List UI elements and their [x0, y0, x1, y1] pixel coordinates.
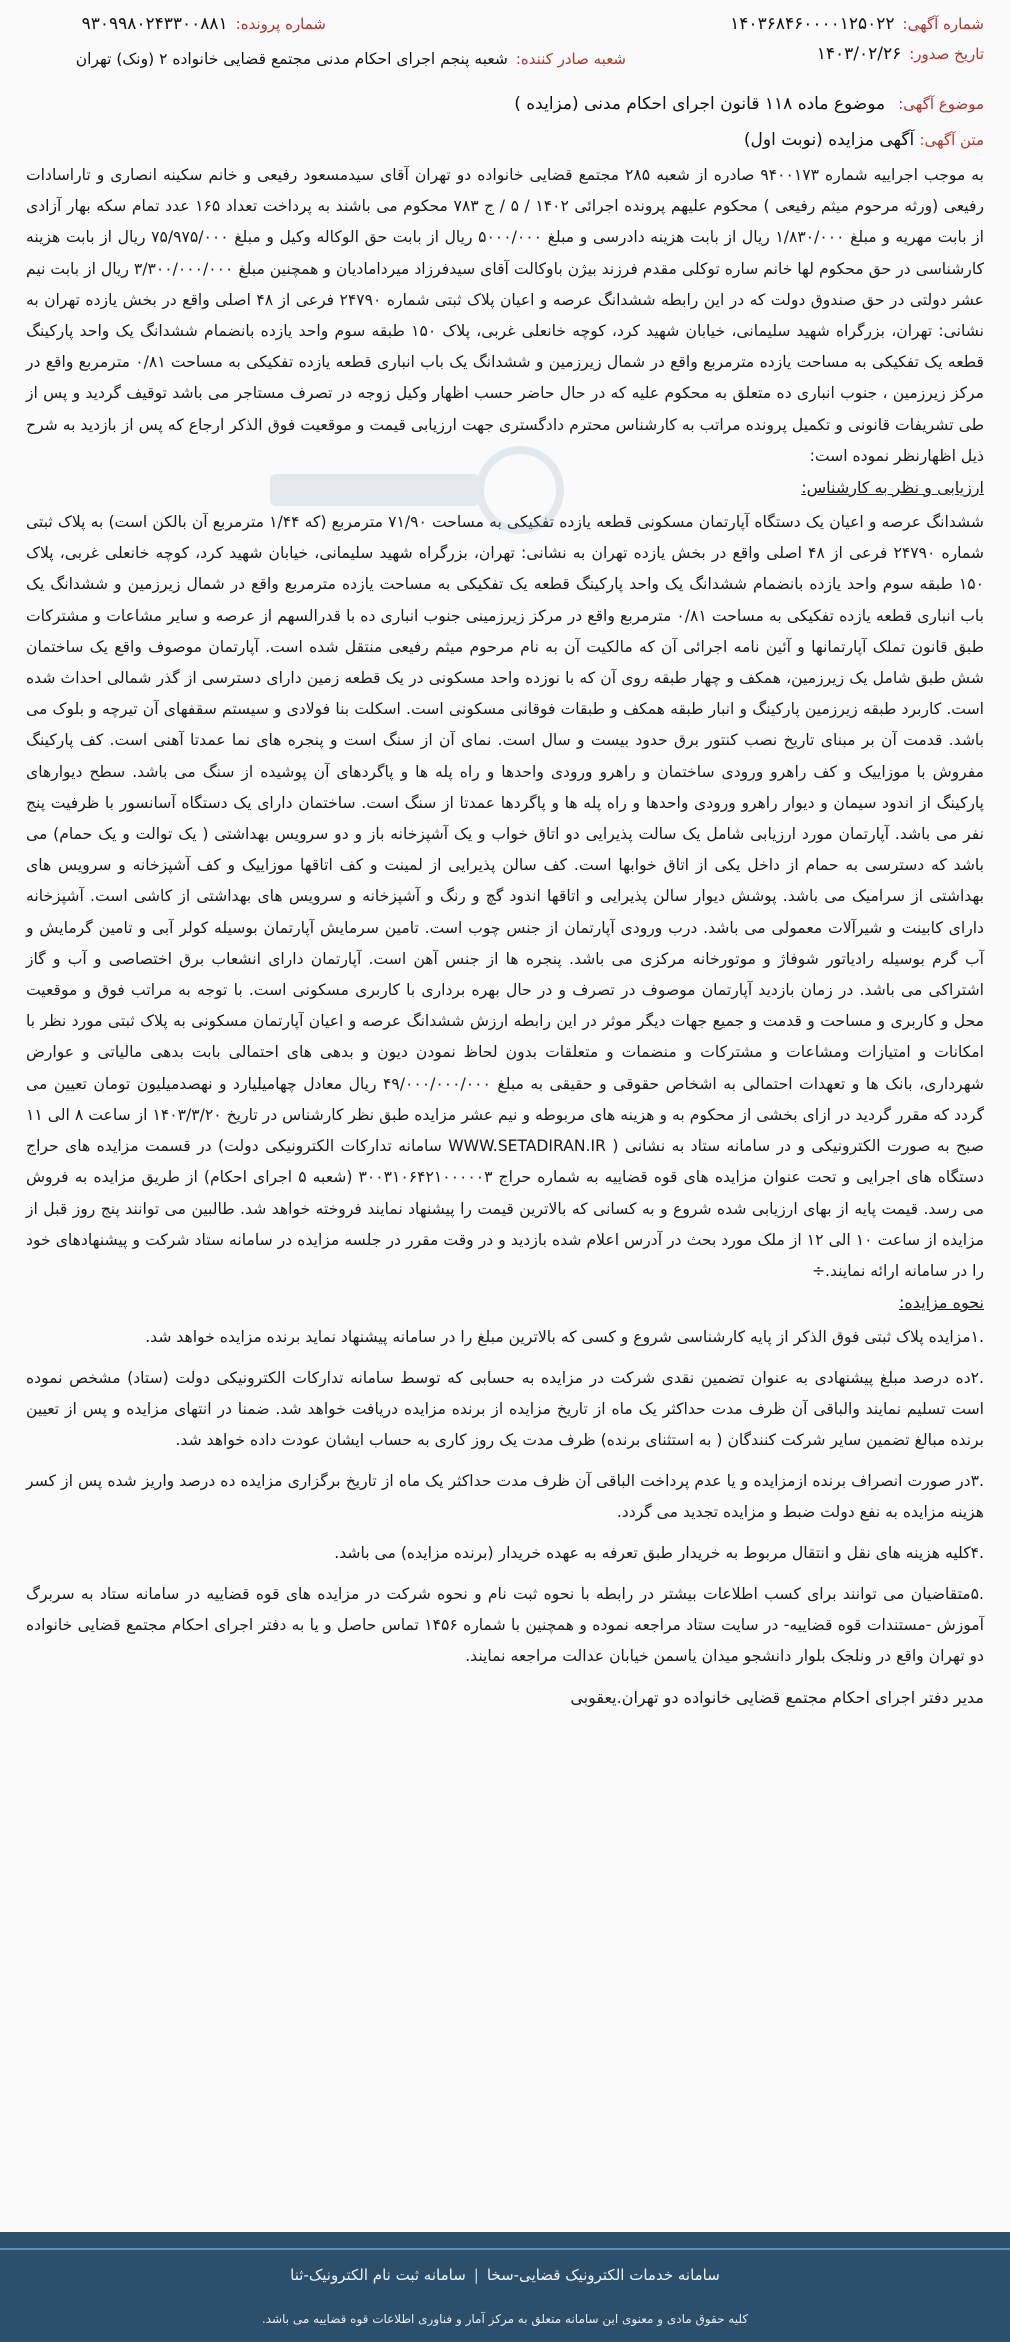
meta-row-1: [26, 14, 984, 34]
appraisal-paragraph: ششدانگ عرصه و اعیان یک دستگاه آپارتمان مسکونی قطعه یازده تفکیکی به مساحت ۷۱/۹۰ مترمربع (که ۱/۴۴ مترمربع آن بالکن است) به پلاک ثبتی شماره ۲۴۷۹۰ فرعی از ۴۸ اصلی واقع در بخش یازده تهران به نشانی: تهران، بزرگراه شهید سلیمانی، خیابان شهید کرد، کوچه خانعلی غربی، پلاک ۱۵۰ طبقه سوم واحد یازده بانضمام ششدانگ یک واحد پارکینگ قطعه یک تفکیکی به مساحت یازده مترمربع واقع در شمال زیرزمین و ششدانگ یک باب انباری قطعه یازده تفکیکی به مساحت ۰/۸۱ مترمربع واقع در مرکز زیرزمینی جنوب انباری ده با قدرالسهم از عرصه و سایر مشاعات و مشترکات طبق قانون تملک آپارتمانها و آئین نامه اجرائی آن که مالکیت آن به نام مرحوم میثم رفیعی منتقل شده است. آپارتمان موصوف واقع یک ساختمان شش طبق شامل یک زیرزمین، همکف و چهار طبقه روی آن که با نوزده واحد مسکونی در یک قطعه زمین دارای دسترسی از گذر شمالی احداث شده است. کاربرد طبقه زیرزمین پارکینگ و انبار طبقه همکف و طبقات فوقانی مسکونی است. اسکلت بنا فولادی و سیستم سقفهای آن تیرچه و بلوک می باشد. قدمت آن بر مبنای تاریخ نصب کنتور برق حدود بیست و سال است. نمای آن از سنگ است و پنجره های نما عمدتا آهنی است. کف پارکینگ مفروش با موزاییک و کف راهرو ورودی ساختمان و راهرو ورودی واحدها و راه پله ها و پاگردهای آن پوشیده از سنگ می باشد. سطح دیوارهای پارکینگ از اندود سیمان و دیوار راهرو ورودی واحدها و راه پله ها و پاگردها عمدتا از سنگ است. ساختمان دارای یک دستگاه آسانسور با ظرفیت پنج نفر می باشد. آپارتمان مورد ارزیابی شامل یک سالت پذیرایی دو اتاق خواب و یک آشپزخانه باز و دو سرویس بهداشتی ( یک توالت و یک حمام) می باشد که دسترسی به حمام از داخل یکی از اتاق خوابها است. کف سالن پذیرایی از لمینت و کف اتاقها موزاییک و کف آشپزخانه و سرویس های بهداشتی از سرامیک می باشد. پوشش دیوار سالن پذیرایی و اتاقها اندود گچ و رنگ و آشپزخانه و سرویس های بهداشتی از کاشی است. آشپزخانه دارای کابینت و شیرآلات معمولی می باشد. درب ورودی آپارتمان از جنس چوب است. تامین سرمایش آپارتمان بوسیله کولر آبی و تامین گرمایش و آب گرم بوسیله رادیاتور شوفاژ و موتورخانه مرکزی می باشد. پنجره ها از جنس آهن است. آپارتمان دارای انشعاب برق اختصاصی و آب و گاز اشتراکی می باشد. در زمان بازدید آپارتمان موصوف در تصرف و در حال بهره برداری با کاربری مسکونی است. با توجه به مراتب فوق و موقعیت محل و کاربری و مساحت و قدمت و جمیع جهات دیگر موثر در این رابطه ارزش ششدانگ عرصه و اعیان آپارتمان مسکونی به پلاک ثبتی مورد نظر با امکانات و امتیازات ومشاعات و مشترکات و منضمات و متعلقات بدون لحاظ نمودن دیون و بدهی های احتمالی بابت بدهی مالیاتی و عوارض شهرداری، بانک ها و تعهدات احتمالی به اشخاص حقوقی و حقیقی به مبلغ ۴۹/۰۰۰/۰۰۰/۰۰۰ ریال معادل چهامیلیارد و نهصدمیلیون تومان تعیین می گردد که مقرر گردید در ازای بخشی از محکوم به و هزینه های مربوطه و نیم عشر مزایده طبق نظر کارشناس در تاریخ ۱۴۰۳/۳/۲۰ از ساعت ۸ الی ۱۱ صبح به صورت الکترونیکی و در سامانه ستاد به نشانی ( WWW.SETADIRAN.IR سامانه تدارکات الکترونیکی دولت) در قسمت مزایده های حراج دستگاه های اجرایی و تحت عنوان مزایده های قوه قضاییه به شماره حراج ۳۰۰۳۱۰۶۴۲۱۰۰۰۰۰۳ (شعبه ۵ اجرای احکام) از طریق مزایده به فروش می رسد. قیمت پایه از بهای ارزیابی شده شروع و به کسانی که بالاترین قیمت را پیشنهاد نمایند فروخته خواهد شد. طالبین می توانند پنج روز قبل از مزایده از ساعت ۱۰ الی ۱۲ از ملک مورد بحث در آدرس اعلام شده بازدید و در وقت مقرر در جلسه مزایده در سامانه ستاد شرکت و پیشنهادهای خود را در سامانه ارائه نمایند.÷: [26, 513, 984, 1280]
subject-label: موضوع آگهی:: [898, 95, 984, 113]
ad-number-field: [730, 14, 984, 34]
issue-date-label: تاریخ صدور:: [909, 45, 984, 63]
procedure-list: [26, 1322, 984, 1672]
procedure-item-5: .۵متقاضیان می توانند برای کسب اطلاعات بیشتر در رابطه با نحوه ثبت نام و نحوه شرکت در مزایده های قوه قضاییه در سامانه ستاد به سربرگ آموزش -مستندات قوه قضاییه- در سایت ستاد مراجعه نموده و همچنین با شماره ۱۴۵۶ تماس حاصل و یا به دفتر اجرای احکام مجتمع قضایی خانواده دو تهران واقع در ونلجک بلوار دانشجو میدان یاسمن خیابان عدالت مراجعه نمایند.: [26, 1585, 984, 1666]
footer-separator: |: [473, 2266, 479, 2284]
footer-links: [0, 2266, 1010, 2284]
case-number-label: شماره پرونده:: [235, 15, 326, 33]
branch-name: شعبه پنجم اجرای احکام مدنی مجتمع قضایی خانواده ۲ (ونک) تهران: [75, 50, 508, 68]
intro-paragraph: به موجب اجراییه شماره ۹۴۰۰۱۷۳ صادره از شعبه ۲۸۵ مجتمع قضایی خانواده دو تهران آقای سیدمسعود رفیعی و خانم سکینه انصاری و تاراسادات رفیعی (ورثه مرحوم میثم رفیعی ) محکوم علیهم پرونده اجرائی ۱۴۰۲ / ۵ / ج ۷۸۳ محکوم می باشند به پرداخت تعداد ۱۶۵ عدد تمام سکه بهار آزادی از بابت مهریه و مبلغ ۱/۸۳۰/۰۰۰ ریال از بابت هزینه دادرسی و مبلغ ۵۰۰۰/۰۰۰ ریال از بابت حق الوکاله وکیل و مبلغ ۷۵/۹۷۵/۰۰۰ ریال از بابت هزینه کارشناسی در حق محکوم لها خانم ساره توکلی مقدم فرزند بیژن باوکالت آقای سیدفرزاد میردامادیان و همچنین مبلغ ۳/۳۰۰/۰۰۰/۰۰۰ ریال از بابت نیم عشر دولتی در حق صندوق دولت که در این رابطه ششدانگ عرصه و اعیان پلاک ثبتی شماره ۲۴۷۹۰ فرعی از ۴۸ اصلی واقع در بخش یازده تهران به نشانی: تهران، بزرگراه شهید سلیمانی، خیابان شهید کرد، کوچه خانعلی غربی، پلاک ۱۵۰ طبقه سوم واحد یازده بانضمام ششدانگ یک واحد پارکینگ قطعه یک تفکیکی به مساحت یازده مترمربع واقع در شمال زیرزمین و ششدانگ یک باب انباری قطعه یازده تفکیکی به مساحت ۰/۸۱ مترمربع واقع در مرکز زیرزمین ، جنوب انباری ده متعلق به محکوم علیه که در حال حاضر حسب اظهار وکیل زوجه در تصرف مستاجر می باشد توقیف گردید و پس از طی تشریفات قانونی و تکمیل پرونده مراتب به کارشناس محترم دادگستری جهت ارزیابی قیمت و موقعیت فوق الذکر ارجاع که پس از بازدید به شرح ذیل اظهارنظر نموده است:: [26, 166, 985, 465]
footer-link-sana[interactable]: سامانه ثبت نام الکترونیک-ثنا: [290, 2266, 466, 2284]
subject-text: موضوع ماده ۱۱۸ قانون اجرای احکام مدنی (مزایده ): [514, 94, 886, 114]
procedure-item-1: .۱مزایده پلاک ثبتی فوق الذکر از پایه کارشناسی شروع و کسی که بالاترین مبلغ را در سامانه پیشنهاد نماید برنده مزایده خواهد شد.: [145, 1328, 984, 1347]
footer-divider: [0, 2248, 1010, 2250]
issue-date: ۱۴۰۳/۰۲/۲۶: [816, 44, 902, 64]
procedure-title: نحوه مزایده:: [899, 1293, 984, 1313]
branch-label: شعبه صادر کننده:: [515, 50, 626, 68]
text-heading: [26, 130, 984, 150]
case-number-field: [26, 14, 326, 34]
case-number: ۹۳۰۹۹۸۰۲۴۳۳۰۰۸۸۱: [81, 14, 228, 34]
ad-number: ۱۴۰۳۶۸۴۶۰۰۰۰۱۲۵۰۲۲: [730, 14, 895, 34]
signature: مدیر دفتر اجرای احکام مجتمع قضایی خانواده دو تهران.یعقوبی: [570, 1688, 984, 1708]
branch-field: [26, 44, 626, 74]
ad-number-label: شماره آگهی:: [902, 15, 984, 33]
meta-row-2: [26, 44, 984, 74]
text-title: آگهی مزایده (نوبت اول): [743, 130, 915, 150]
appraisal-title: ارزیابی و نظر به کارشناس:: [801, 478, 984, 498]
subject-line: [26, 94, 984, 114]
issue-date-field: [817, 44, 984, 64]
footer-copyright: کلیه حقوق مادی و معنوی این سامانه متعلق به مرکز آمار و فناوری اطلاعات قوه قضاییه می باشد.: [261, 2312, 749, 2326]
text-label: متن آگهی:: [919, 131, 984, 149]
procedure-item-3: .۳در صورت انصراف برنده ازمزایده و یا عدم پرداخت الباقی آن ظرف مدت حداکثر یک ماه از تاریخ برگزاری مزایده ده درصد واریز شده پس از کسر هزینه مزایده به نفع دولت ضبط و مزایده تجدید می گردد.: [26, 1472, 984, 1522]
procedure-item-2: .۲ده درصد مبلغ پیشنهادی به عنوان تضمین نقدی شرکت در مزایده به حسابی که توسط سامانه تدارکات الکترونیکی دولت (ستاد) مشخص نموده است تسلیم نمایند والباقی آن ظرف مدت حداکثر یک ماه از تاریخ مزایده از برنده مزایده دریافت خواهد شد. ضمنا در انتهای مزایده و پس از تعیین برنده مبالغ تضمین سایر شرکت کنندگان ( به استثنای برنده) ظرف مدت یک روز کاری به حساب ایشان عودت داده خواهد شد.: [26, 1369, 984, 1450]
procedure-item-4: .۴کلیه هزینه های نقل و انتقال مربوط به خریدار طبق تعرفه به عهده خریدار (برنده مزایده) می باشد.: [334, 1544, 984, 1563]
footer-link-sakha[interactable]: سامانه خدمات الکترونیک قضایی-سخا: [486, 2266, 720, 2284]
